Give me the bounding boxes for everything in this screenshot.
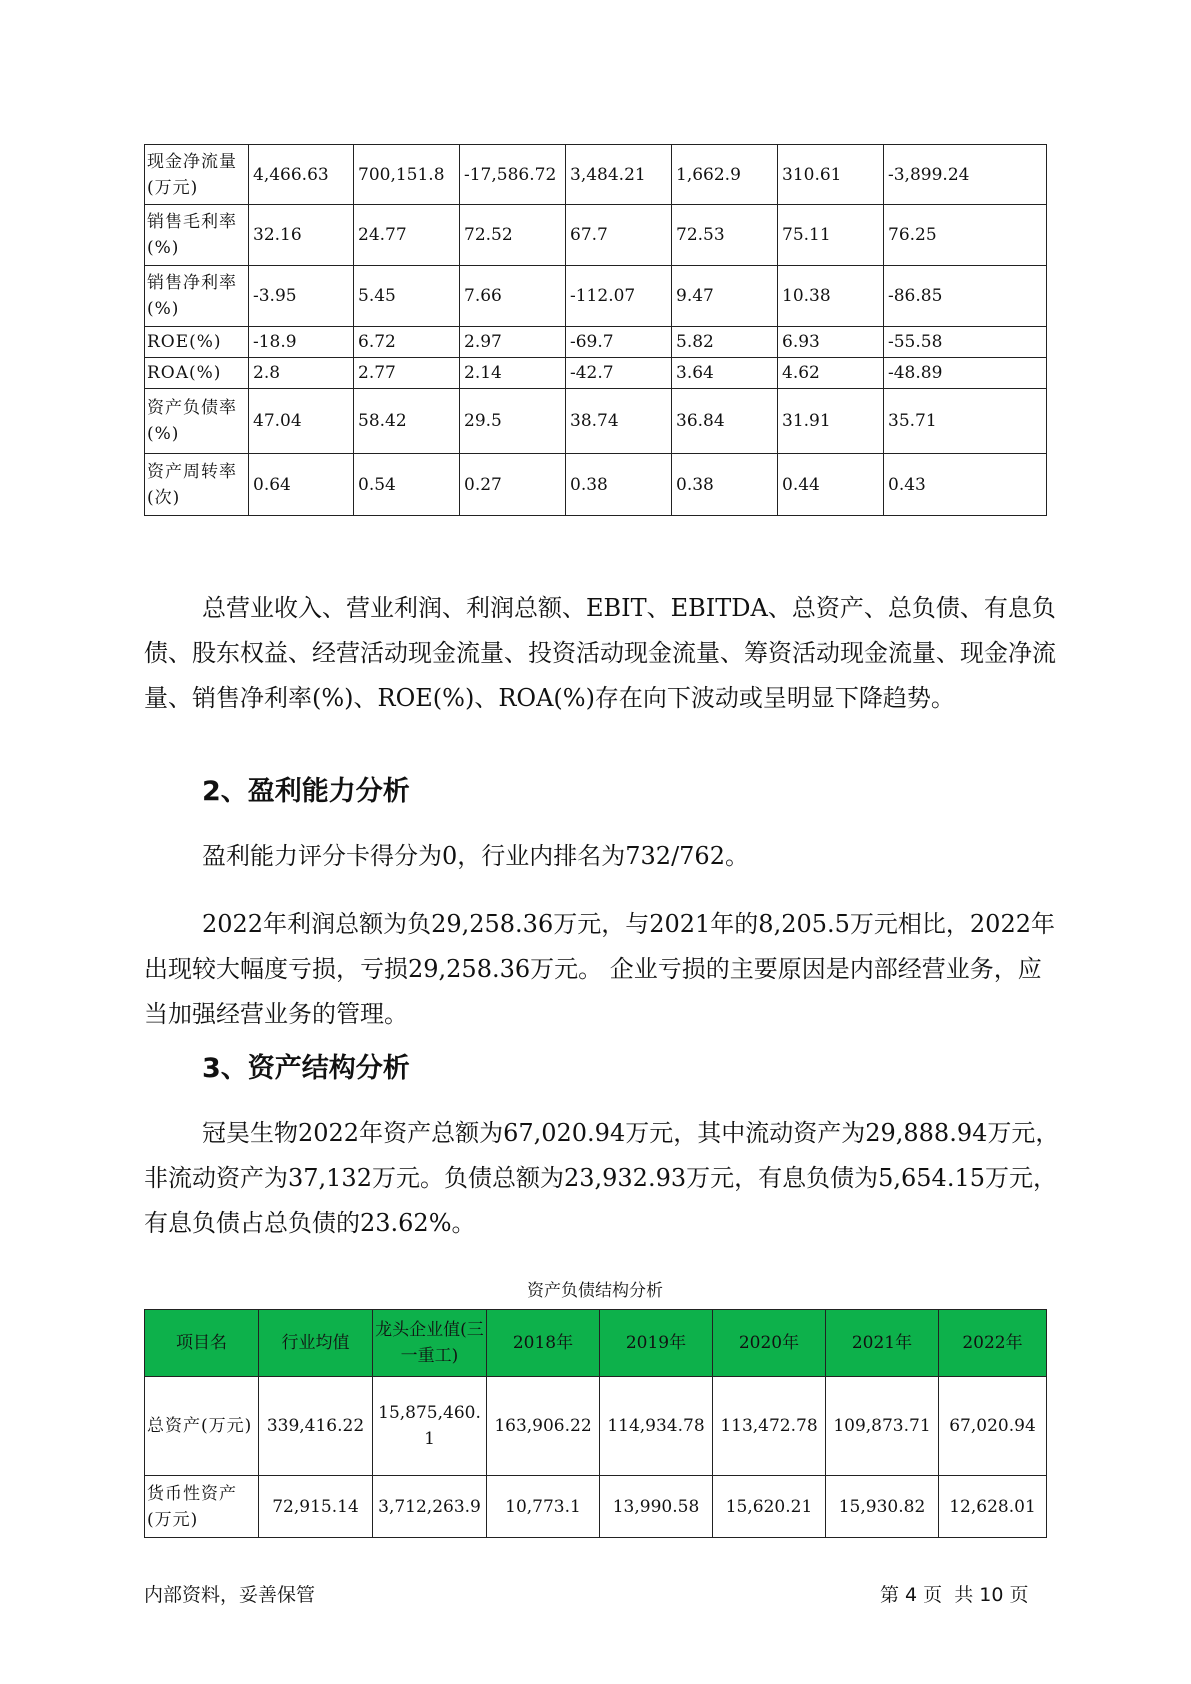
table-cell: 72,915.14 <box>259 1476 373 1538</box>
table-cell: 38.74 <box>566 389 672 454</box>
table-row <box>145 454 1047 516</box>
table-header-row <box>145 1310 1047 1377</box>
table-cell: 4.62 <box>778 358 884 389</box>
table-cell: 47.04 <box>249 389 354 454</box>
table-cell: -42.7 <box>566 358 672 389</box>
column-header: 2022年 <box>939 1310 1047 1377</box>
table-cell: 67.7 <box>566 205 672 266</box>
table-cell: 67,020.94 <box>939 1377 1047 1476</box>
table-cell: 9.47 <box>672 266 778 327</box>
trend-summary-paragraph <box>144 586 1064 721</box>
score-text: 盈利能力评分卡得分为0，行业内排名为732/762。 <box>202 842 749 870</box>
page-number: 第 4 页 共 10 页 <box>880 1584 1029 1606</box>
row-label: ROA(%) <box>145 358 249 389</box>
table-row <box>145 145 1047 205</box>
table-cell: 10,773.1 <box>487 1476 600 1538</box>
table-cell: 113,472.78 <box>713 1377 826 1476</box>
table-cell: 32.16 <box>249 205 354 266</box>
column-header: 2020年 <box>713 1310 826 1377</box>
asset-liability-table <box>144 1309 1047 1538</box>
trend-summary-text: 总营业收入、营业利润、利润总额、EBIT、EBITDA、总资产、总负债、有息负债、股东权益、经营活动现金流量、投资活动现金流量、筹资活动现金流量、现金净流量、销售净利率(%)、ROE(%)、ROA(%)存在向下波动或呈明显下降趋势。 <box>144 594 1056 712</box>
table-cell: 6.93 <box>778 327 884 358</box>
table-cell: 15,930.82 <box>826 1476 939 1538</box>
table-cell: 15,875,460.1 <box>373 1377 487 1476</box>
row-label: 销售净利率(%) <box>145 266 249 327</box>
asset-text: 冠昊生物2022年资产总额为67,020.94万元，其中流动资产为29,888.94万元，非流动资产为37,132万元。负债总额为23,932.93万元，有息负债为5,654.15万元，有息负债占总负债的23.62%。 <box>144 1119 1060 1237</box>
table-row <box>145 389 1047 454</box>
row-label: 总资产(万元) <box>145 1377 259 1476</box>
table-cell: 0.44 <box>778 454 884 516</box>
table-cell: 72.52 <box>460 205 566 266</box>
table-cell: 0.54 <box>354 454 460 516</box>
table-caption: 资产负债结构分析 <box>527 1281 663 1301</box>
column-header: 2019年 <box>600 1310 713 1377</box>
section-heading-profitability: 2、盈利能力分析 <box>202 776 410 807</box>
table-cell: 72.53 <box>672 205 778 266</box>
table-cell: 36.84 <box>672 389 778 454</box>
table-cell: -112.07 <box>566 266 672 327</box>
column-header: 2021年 <box>826 1310 939 1377</box>
column-header: 2018年 <box>487 1310 600 1377</box>
table-cell: 163,906.22 <box>487 1377 600 1476</box>
table-cell: 3,484.21 <box>566 145 672 205</box>
table-cell: -86.85 <box>884 266 1047 327</box>
table-cell: 35.71 <box>884 389 1047 454</box>
table-cell: -69.7 <box>566 327 672 358</box>
table-cell: 310.61 <box>778 145 884 205</box>
financial-metrics-table <box>144 144 1047 516</box>
footer-confidential-note: 内部资料，妥善保管 <box>144 1584 316 1606</box>
table-cell: 24.77 <box>354 205 460 266</box>
row-label: 资产周转率(次) <box>145 454 249 516</box>
table-cell: 339,416.22 <box>259 1377 373 1476</box>
table-cell: 2.8 <box>249 358 354 389</box>
table-cell: 2.77 <box>354 358 460 389</box>
column-header: 项目名 <box>145 1310 259 1377</box>
section-heading-asset-structure: 3、资产结构分析 <box>202 1053 410 1084</box>
table-row <box>145 1377 1047 1476</box>
table-cell: 3.64 <box>672 358 778 389</box>
profit-paragraph <box>144 902 1064 1037</box>
table-cell: -18.9 <box>249 327 354 358</box>
table-cell: 109,873.71 <box>826 1377 939 1476</box>
table-cell: 700,151.8 <box>354 145 460 205</box>
table-cell: 0.27 <box>460 454 566 516</box>
table-cell: 0.38 <box>672 454 778 516</box>
table-cell: 5.82 <box>672 327 778 358</box>
table-cell: 1,662.9 <box>672 145 778 205</box>
table-cell: 12,628.01 <box>939 1476 1047 1538</box>
table-cell: -3.95 <box>249 266 354 327</box>
row-label: 现金净流量(万元) <box>145 145 249 205</box>
row-label: 资产负债率(%) <box>145 389 249 454</box>
table-cell: -17,586.72 <box>460 145 566 205</box>
table-cell: 58.42 <box>354 389 460 454</box>
table-cell: 31.91 <box>778 389 884 454</box>
table-cell: 76.25 <box>884 205 1047 266</box>
table-row <box>145 205 1047 266</box>
table-cell: 114,934.78 <box>600 1377 713 1476</box>
table-cell: 3,712,263.9 <box>373 1476 487 1538</box>
table-cell: 4,466.63 <box>249 145 354 205</box>
row-label: 货币性资产(万元) <box>145 1476 259 1538</box>
table-cell: 2.97 <box>460 327 566 358</box>
table-cell: 6.72 <box>354 327 460 358</box>
table-cell: -48.89 <box>884 358 1047 389</box>
table-row <box>145 327 1047 358</box>
asset-paragraph <box>144 1111 1064 1246</box>
score-paragraph <box>144 834 1064 879</box>
profit-text: 2022年利润总额为负29,258.36万元，与2021年的8,205.5万元相比，2022年出现较大幅度亏损，亏损29,258.36万元。 企业亏损的主要原因是内部经营业务，应当加强经营业务的管理。 <box>144 910 1055 1028</box>
table-cell: 2.14 <box>460 358 566 389</box>
table-cell: 29.5 <box>460 389 566 454</box>
column-header: 行业均值 <box>259 1310 373 1377</box>
table-cell: 15,620.21 <box>713 1476 826 1538</box>
table-row <box>145 358 1047 389</box>
table-cell: 5.45 <box>354 266 460 327</box>
table-cell: 0.38 <box>566 454 672 516</box>
table-cell: 0.64 <box>249 454 354 516</box>
table-cell: 0.43 <box>884 454 1047 516</box>
table-cell: -55.58 <box>884 327 1047 358</box>
table-cell: 13,990.58 <box>600 1476 713 1538</box>
table-cell: 75.11 <box>778 205 884 266</box>
table-row <box>145 266 1047 327</box>
row-label: 销售毛利率(%) <box>145 205 249 266</box>
column-header: 龙头企业值(三一重工) <box>373 1310 487 1377</box>
table-row <box>145 1476 1047 1538</box>
table-cell: -3,899.24 <box>884 145 1047 205</box>
table-cell: 10.38 <box>778 266 884 327</box>
table-cell: 7.66 <box>460 266 566 327</box>
row-label: ROE(%) <box>145 327 249 358</box>
